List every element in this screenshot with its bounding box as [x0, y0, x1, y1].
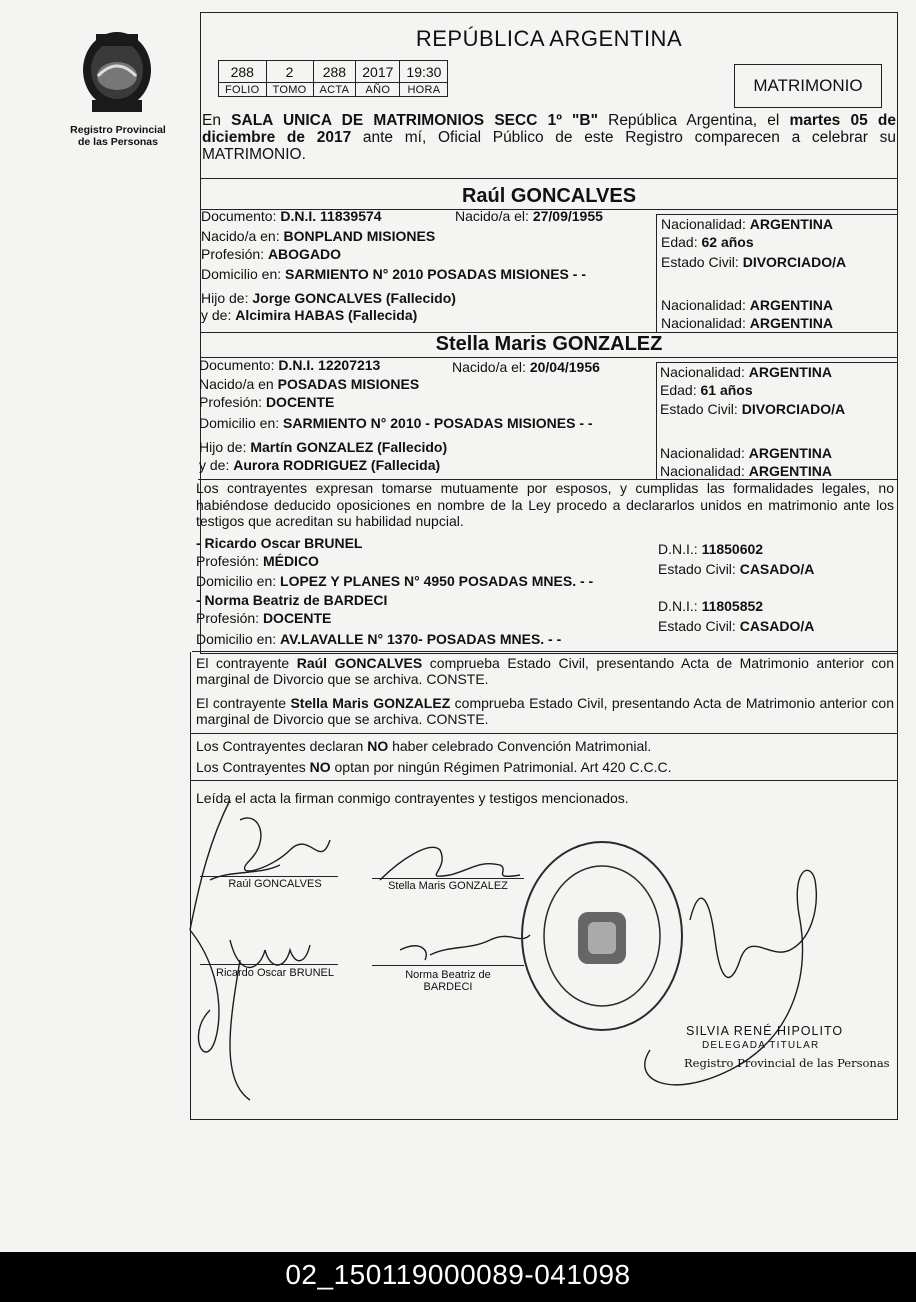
declaration-paragraph: Los contrayentes expresan tomarse mutuamente por esposos, y cumplidas las formalidades legales, no habiéndose deducido oposiciones en nombre de la Ley procedo a declararlos unidos en matrimonio ante los testigos que acreditan su habilidad nupcial. — [196, 480, 894, 529]
divider — [656, 362, 657, 480]
groom-mother-nationality: Nacionalidad: ARGENTINA — [661, 315, 833, 331]
bride-profession: Profesión: DOCENTE — [199, 394, 335, 410]
groom-profession: Profesión: ABOGADO — [201, 246, 342, 262]
hour-label: HORA — [400, 83, 448, 97]
divider — [656, 362, 898, 363]
witness2-profession: Profesión: DOCENTE — [196, 610, 332, 626]
bride-birthplace: Nacido/a en POSADAS MISIONES — [199, 376, 420, 392]
bride-signature-label: Stella Maris GONZALEZ — [388, 880, 508, 892]
bride-civil-status: Estado Civil: DIVORCIADO/A — [660, 401, 846, 417]
groom-age: Edad: 62 años — [661, 234, 754, 250]
closing-text: Leída el acta la firman conmigo contrayentes y testigos mencionados. — [196, 790, 629, 806]
bride-address: Domicilio en: SARMIENTO N° 2010 - POSADAS MISIONES - - — [199, 415, 593, 431]
act-meta-table — [218, 60, 448, 97]
divider — [192, 651, 898, 652]
divider — [656, 214, 657, 332]
bride-father-nationality: Nacionalidad: ARGENTINA — [660, 445, 832, 461]
groom-name: Raúl GONCALVES — [461, 185, 637, 207]
bride-name: Stella Maris GONZALEZ — [435, 333, 663, 355]
official-name: SILVIA RENÉ HIPOLITO — [686, 1024, 844, 1038]
intro-paragraph: En SALA UNICA DE MATRIMONIOS SECC 1º "B" República Argentina, el martes 05 de diciembre de 2017 ante mí, Oficial Público de este Registro comparecen a celebrar su MATRIMONIO. — [202, 112, 896, 163]
groom-birthplace: Nacido/a en: BONPLAND MISIONES — [201, 228, 436, 244]
groom-civil-status: Estado Civil: DIVORCIADO/A — [661, 254, 847, 270]
folio-label: FOLIO — [219, 83, 267, 97]
official-stamp — [518, 838, 686, 1034]
bride-age: Edad: 61 años — [660, 382, 753, 398]
bride-civil-note: El contrayente Stella Maris GONZALEZ comprueba Estado Civil, presentando Acta de Matrimonio anterior con marginal de Divorcio que se archiva. CONSTE. — [196, 695, 894, 727]
hour-value: 19:30 — [400, 61, 448, 83]
tomo-label: TOMO — [266, 83, 313, 97]
bride-nationality: Nacionalidad: ARGENTINA — [660, 364, 832, 380]
acta-value: 288 — [313, 61, 356, 83]
groom-address: Domicilio en: SARMIENTO N° 2010 POSADAS MISIONES - - — [201, 266, 586, 282]
country-title: REPÚBLICA ARGENTINA — [415, 26, 683, 51]
official-role: DELEGADA TITULAR — [702, 1040, 820, 1051]
witness1-name: - Ricardo Oscar BRUNEL — [196, 535, 363, 551]
groom-birthdate: Nacido/a el: 27/09/1955 — [455, 208, 603, 224]
regime-note: Los Contrayentes NO optan por ningún Régimen Patrimonial. Art 420 C.C.C. — [196, 759, 672, 775]
bride-mother: y de: Aurora RODRIGUEZ (Fallecida) — [199, 457, 441, 473]
acta-label: ACTA — [313, 83, 356, 97]
convention-note: Los Contrayentes declaran NO haber celebrado Convención Matrimonial. — [196, 738, 652, 754]
bride-document: Documento: D.N.I. 12207213 — [199, 357, 381, 373]
divider — [200, 178, 898, 179]
bride-father: Hijo de: Martín GONZALEZ (Fallecido) — [199, 439, 448, 455]
divider — [656, 214, 898, 215]
groom-nationality: Nacionalidad: ARGENTINA — [661, 216, 833, 232]
folio-value: 288 — [219, 61, 267, 83]
witness1-address: Domicilio en: LOPEZ Y PLANES N° 4950 POSADAS MNES. - - — [196, 573, 594, 589]
groom-father-nationality: Nacionalidad: ARGENTINA — [661, 297, 833, 313]
witness1-civil-status: Estado Civil: CASADO/A — [658, 561, 815, 577]
witness2-address: Domicilio en: AV.LAVALLE N° 1370- POSADAS MNES. - - — [196, 631, 562, 647]
witness1-dni: D.N.I.: 11850602 — [658, 541, 764, 557]
document-code-footer: 02_150119000089-041098 — [0, 1252, 916, 1302]
official-organization: Registro Provincial de las Personas — [684, 1056, 890, 1070]
bride-mother-nationality: Nacionalidad: ARGENTINA — [660, 463, 832, 479]
groom-document: Documento: D.N.I. 11839574 — [201, 208, 382, 224]
groom-civil-note: El contrayente Raúl GONCALVES comprueba Estado Civil, presentando Acta de Matrimonio anterior con marginal de Divorcio que se archiva. CONSTE. — [196, 655, 895, 687]
year-value: 2017 — [356, 61, 400, 83]
bride-birthdate: Nacido/a el: 20/04/1956 — [452, 359, 600, 375]
witness1-signature-label: Ricardo Oscar BRUNEL — [216, 967, 334, 979]
tomo-value: 2 — [266, 61, 313, 83]
act-type-box: MATRIMONIO — [734, 64, 882, 108]
witness2-name: - Norma Beatriz de BARDECI — [196, 592, 388, 608]
registry-caption: Registro Provincial de las Personas — [70, 124, 166, 148]
province-seal-logo — [76, 26, 158, 116]
witness2-dni: D.N.I.: 11805852 — [658, 598, 764, 614]
witness1-profession: Profesión: MÉDICO — [196, 553, 319, 569]
groom-signature-label: Raúl GONCALVES — [228, 878, 322, 890]
groom-mother: y de: Alcimira HABAS (Fallecida) — [201, 307, 418, 323]
groom-father: Hijo de: Jorge GONCALVES (Fallecido) — [201, 290, 456, 306]
divider — [190, 733, 898, 734]
year-label: AÑO — [356, 83, 400, 97]
witness2-civil-status: Estado Civil: CASADO/A — [658, 618, 815, 634]
witness2-signature-label: Norma Beatriz de BARDECI — [405, 969, 491, 993]
